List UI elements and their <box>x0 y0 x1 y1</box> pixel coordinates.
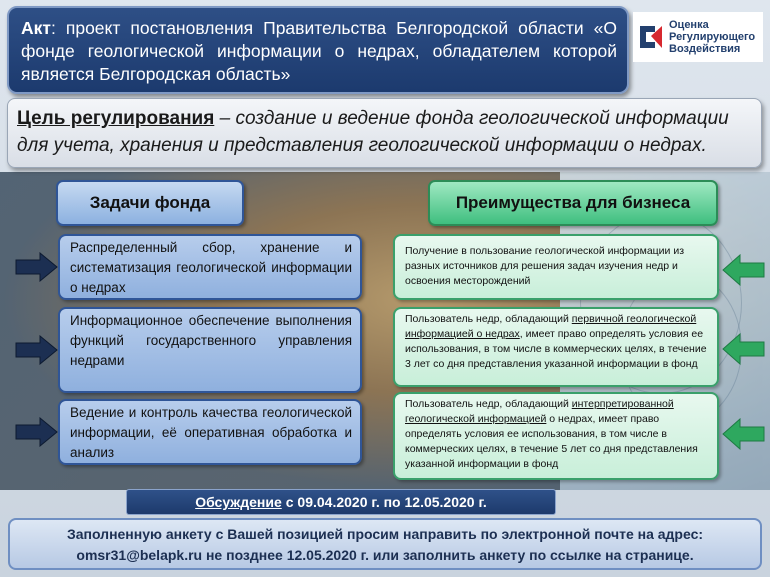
akt-text: : проект постановления Правительства Белгородской области «О фонде геологической информации о недрах, обладателем которой является Белгородская область» <box>21 18 617 84</box>
goal-label: Цель регулирования <box>17 108 215 129</box>
ovr-logo-icon <box>637 22 665 52</box>
benefit-highlight: первичной геологической информацией о недрах <box>405 313 697 340</box>
goal-text: создание и ведение фонда геологической информации для учета, хранения и представления геологической информации о недрах. <box>17 108 729 156</box>
arrow-right-icon <box>14 335 58 365</box>
discussion-banner <box>126 489 556 515</box>
ovr-logo <box>633 12 763 62</box>
benefit-text: Пользователь недр, обладающий <box>405 398 572 410</box>
discussion-label: Обсуждение <box>195 494 282 510</box>
benefit-text: , имеет право определять условия ее использования, в том числе в коммерческих целях, в течение 3 лет со дня представления указанной информации в фонд <box>405 328 707 370</box>
arrow-right-icon <box>14 417 58 447</box>
akt-label: Акт <box>21 18 51 38</box>
logo-line-2: Регулирующего <box>669 31 756 43</box>
footer-line-2: omsr31@belapk.ru не позднее 12.05.2020 г. или заполнить анкету по ссылке на странице. <box>76 547 694 563</box>
benefit-item: Получение в пользование геологической информации из разных источников для решения задач изучения недр и освоения месторождений <box>393 234 719 300</box>
goal-box <box>7 98 762 168</box>
act-header <box>7 6 629 94</box>
goal-dash: – <box>214 108 236 129</box>
task-item: Распределенный сбор, хранение и систематизация геологической информации о недрах <box>58 234 362 300</box>
arrow-left-icon <box>722 418 766 450</box>
task-item: Информационное обеспечение выполнения функций государственного управления недрами <box>58 307 362 393</box>
benefits-heading: Преимущества для бизнеса <box>428 180 718 226</box>
arrow-left-icon <box>722 254 766 286</box>
task-item: Ведение и контроль качества геологической информации, её оперативная обработка и анализ <box>58 399 362 465</box>
arrow-left-icon <box>722 333 766 365</box>
benefit-highlight: интерпретированной геологической информацией <box>405 398 674 425</box>
discussion-dates: с 09.04.2020 г. по 12.05.2020 г. <box>285 494 487 510</box>
benefit-text: о недрах, имеет право определять условия ее использования, в том числе в коммерческих целях, в течение 5 лет со дня представления указанной информации в фонд <box>405 413 698 470</box>
tasks-heading: Задачи фонда <box>56 180 244 226</box>
footer-line-1: Заполненную анкету с Вашей позицией просим направить по электронной почте на адрес: <box>66 526 704 542</box>
logo-line-3: Воздействия <box>669 43 741 55</box>
benefit-text: Пользователь недр, обладающий <box>405 313 572 325</box>
arrow-right-icon <box>14 252 58 282</box>
logo-line-1: Оценка <box>669 19 709 31</box>
logo-text <box>669 19 755 55</box>
footer-note <box>8 518 762 570</box>
benefit-item <box>393 307 719 387</box>
benefit-item <box>393 392 719 480</box>
